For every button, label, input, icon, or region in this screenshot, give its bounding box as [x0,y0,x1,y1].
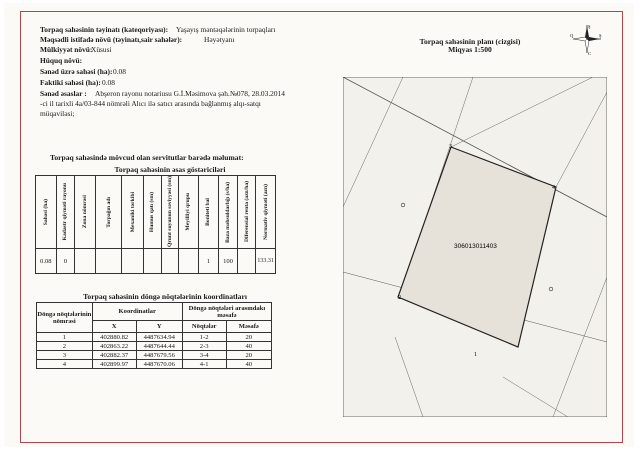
cell-x: 402863.22 [92,342,136,351]
compass-west: Q [570,33,574,38]
servitude-title: Torpaq sahəsində mövcud olan servitutlar barədə məlumat: [50,153,244,162]
purpose-value: Həyətyanı [204,35,235,44]
coords-col-x: X [92,321,136,333]
col-groundwater: Qrunt suyunun səviyyəsi (sm) [161,176,179,249]
coords-col-y: Y [136,321,182,333]
right-label: Hüquq növü: [40,56,83,65]
col-bonitet: Boniteti bal [198,176,219,249]
basis-line-2: -ci il tarixli 4a/03-844 nömrəli Alıcı ilə satıcı arasında bağlanmış alqı-satqı [40,99,261,108]
cell-point: 2 [37,342,93,351]
cell-y: 4487679.56 [136,351,182,360]
cell-point: 3 [37,351,93,360]
category-label: Torpaq sahəsinin təyinatı (kateqoriyası): [40,25,169,34]
compass-south: C [588,51,592,56]
point-label-1: 1 [474,352,477,358]
cell-distance: 40 [226,360,271,369]
cell-y: 4487644.44 [136,342,182,351]
cell-area: 0.08 [36,249,57,274]
category-value: Yaşayış məntəqələrinin torpaqları [176,25,276,34]
cell-y: 4487634.94 [136,333,182,342]
col-texture: Mexaniki tərkibi [122,176,144,249]
plan-title: Torpaq sahəsinin planı (cizgisi) [419,37,521,46]
cell-rent [237,249,256,274]
cell-base-yield: 100 [219,249,238,274]
cell-soil-name [95,249,122,274]
basis-line-3: müqaviləsi; [40,109,75,118]
point-label-2: 2 [398,295,401,301]
purpose-label: Məqsədli istifadə növü (təyinatı,sair sahələr): [40,35,183,44]
coords-table [36,302,272,369]
cell-x: 402899.97 [92,360,136,369]
basis-line-1: Abşeron rayonu notariusu G.İ.Məsimova şəh.№078, 28.03.2014 [95,89,285,98]
cell-distance: 20 [226,333,271,342]
coords-col-dist: Məsafə [226,321,271,333]
coords-title: Torpaq sahəsinin döngə nöqtələrinin koordinatları [83,292,247,301]
cell-distance: 20 [226,351,271,360]
cell-humus [144,249,162,274]
cell-segment: 1-2 [182,333,226,342]
compass-north: Ş [588,24,591,29]
cell-bonitet: 1 [198,249,219,274]
coords-col-point: Döngə nöqtələrinin nömrəsi [37,303,93,333]
actual-area-label: Faktiki sahəsi (ha): [40,78,101,87]
ownership-label: Mülkiyyət növü: [40,45,93,54]
cell-x: 402880.82 [92,333,136,342]
col-area: Sahəsi (ha) [36,176,57,249]
cell-norm-price: 133.31 [256,249,276,274]
cell-segment: 3-4 [182,351,226,360]
cell-cadastre: 0 [56,249,75,274]
point-label-4: 4 [552,185,555,191]
cell-zone [75,249,96,274]
coords-col-segment: Nöqtələr [182,321,226,333]
cell-slope [179,249,199,274]
col-base-yield: Baza məhsuldarlığı (s/ha) [219,176,238,249]
cell-segment: 2-3 [182,342,226,351]
col-norm-price: Normativ qiyməti (azn) [256,176,276,249]
servitude-table [35,175,276,274]
point-label-3: 3 [449,144,452,150]
actual-area-value: 0.08 [102,78,115,87]
cell-y: 4487670.06 [136,360,182,369]
col-slope: Meyilliyi qrupu [179,176,199,249]
table-row [37,342,272,351]
col-rent: Diferensial renta (azn/ha) [237,176,256,249]
cell-segment: 4-1 [182,360,226,369]
col-soil-name: Torpağın adı [95,176,122,249]
cell-x: 402882.37 [92,351,136,360]
coords-col-coords: Koordinatlar [92,303,182,321]
servitude-row [36,249,276,274]
compass-rose-icon [570,22,604,56]
cell-distance: 40 [226,342,271,351]
plan-scale: Miqyas 1:500 [448,45,492,54]
table-row [37,360,272,369]
parcel-id: 306013011403 [454,243,497,250]
doc-area-value: 0.08 [113,67,126,76]
coords-col-dist-group: Döngə nöqtələri arasındakı məsafə [182,303,271,321]
cell-point: 1 [37,333,93,342]
col-zone: Zona nömrəsi [75,176,96,249]
cell-texture [122,249,144,274]
servitude-subtitle: Torpaq sahəsinin əsas göstəriciləri [114,165,226,174]
compass-east: Ş [599,33,602,38]
doc-area-label: Sənəd üzrə sahəsi (ha): [40,67,113,76]
cell-groundwater [161,249,179,274]
basis-label: Sənəd əsaslar : [40,89,87,98]
table-row [37,333,272,342]
ownership-value: Xüsusi [91,45,112,54]
col-humus: Humus qatı (sm) [144,176,162,249]
cell-point: 4 [37,360,93,369]
table-row [37,351,272,360]
parcel-plan-map [343,77,607,417]
col-cadastre: Kadastr qiyməti rayonu [56,176,75,249]
